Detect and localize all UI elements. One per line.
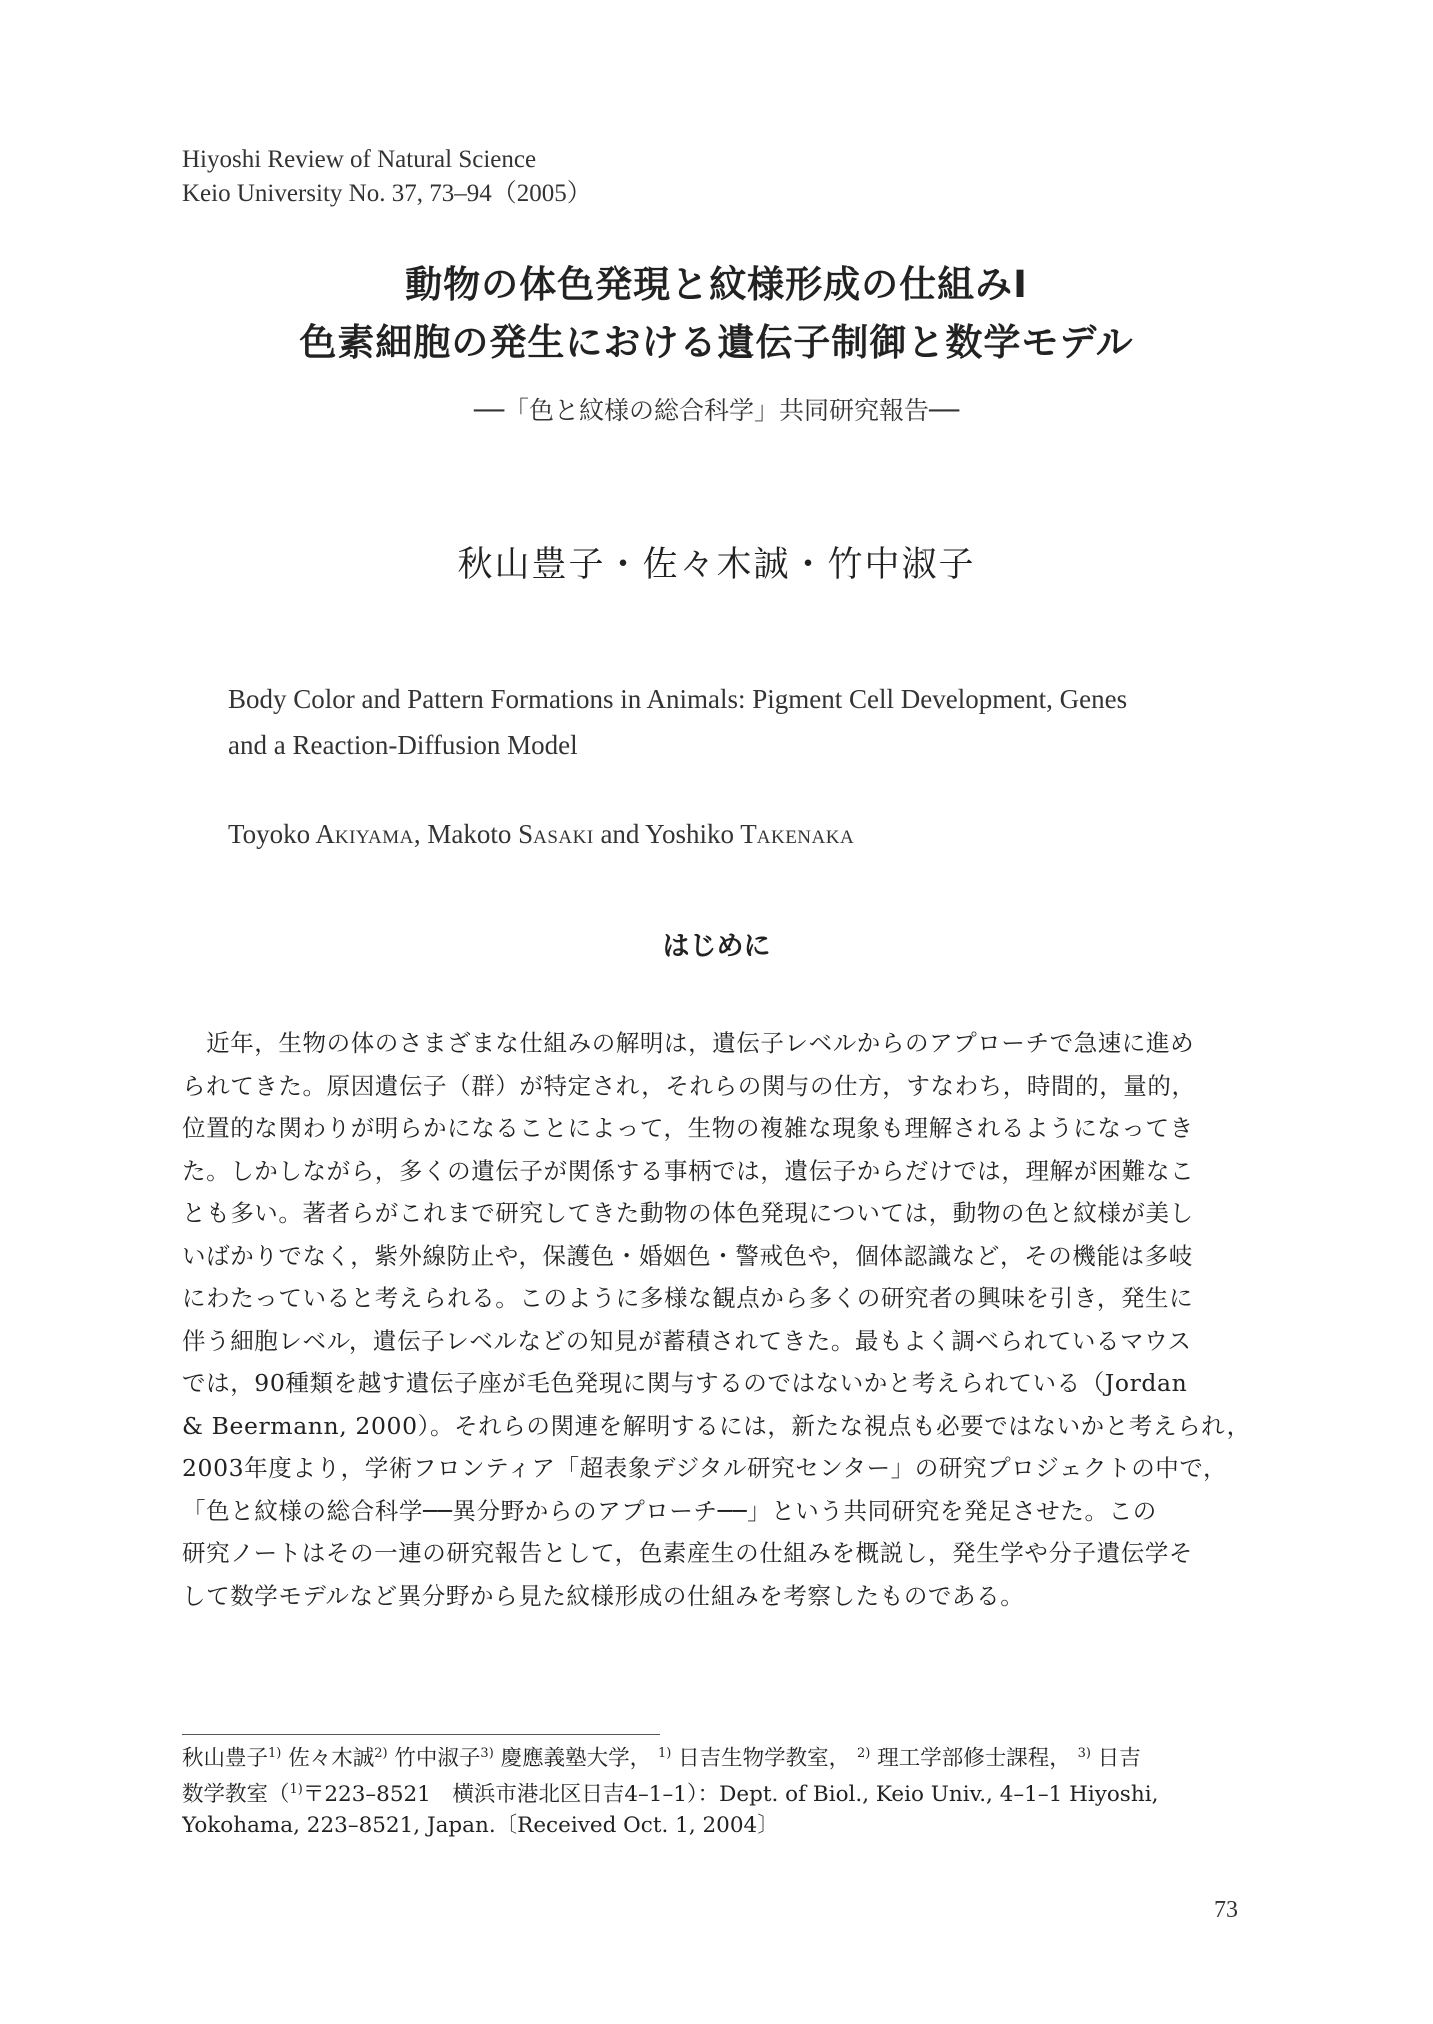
body-line: とも多い。著者らがこれまで研究してきた動物の体色発現については，動物の色と紋様が美し bbox=[182, 1199, 1194, 1227]
body-line: 2003年度より，学術フロンティア「超表象デジタル研究センター」の研究プロジェクトの中で， bbox=[182, 1454, 1228, 1482]
footnote-line-1 bbox=[182, 1736, 1262, 1772]
footnote-marker: 2) bbox=[374, 1746, 388, 1761]
english-authors bbox=[228, 816, 854, 856]
title-line-2: 色素細胞の発生における遺伝子制御と数学モデル bbox=[299, 321, 1134, 364]
footnote-author-2: 佐々木誠 bbox=[288, 1746, 375, 1772]
page-number: 73 bbox=[1214, 1897, 1238, 1923]
body-line: & Beermann, 2000）。それらの関連を解明するには，新たな視点も必要ではないかと考えられ， bbox=[182, 1411, 1251, 1440]
author-2-surname: ASAKI bbox=[533, 827, 594, 848]
footnote-marker: 1) bbox=[268, 1746, 282, 1761]
author-3-first: and Yoshiko T bbox=[593, 819, 757, 849]
footnote-address: 〒223–8521 横浜市港北区日吉4–1–1）：Dept. of Biol., Keio Univ., 4–1–1 Hiyoshi, bbox=[302, 1782, 1159, 1808]
footnote-marker: 1) bbox=[289, 1782, 303, 1797]
footnote-dept-3-cont: 数学教室（ bbox=[182, 1782, 290, 1808]
footnotes bbox=[182, 1736, 1262, 1844]
journal-name: Hiyoshi Review of Natural Science bbox=[182, 146, 537, 173]
english-title-line-2: and a Reaction-Diffusion Model bbox=[228, 730, 578, 760]
footnote-author-1: 秋山豊子 bbox=[182, 1746, 269, 1772]
footnote-affiliation: 慶應義塾大学， bbox=[500, 1746, 652, 1772]
body-line: 近年，生物の体のさまざまな仕組みの解明は，遺伝子レベルからのアプローチで急速に進め bbox=[182, 1029, 1195, 1057]
body-line: では，90種類を越す遺伝子座が毛色発現に関与するのではないかと考えられている（Jordan bbox=[182, 1369, 1188, 1397]
journal-info bbox=[182, 143, 592, 211]
footnote-marker: 3) bbox=[480, 1746, 494, 1761]
section-heading-introduction: はじめに bbox=[662, 931, 771, 962]
journal-volume: Keio University No. 37, 73–94（2005） bbox=[182, 180, 592, 207]
body-line: 「色と紋様の総合科学──異分野からのアプローチ──」という共同研究を発足させた。この bbox=[182, 1496, 1157, 1525]
footnote-dept-3: 日吉 bbox=[1097, 1746, 1141, 1772]
author-1-first: Toyoko A bbox=[228, 819, 335, 849]
footnote-marker: 3) bbox=[1077, 1746, 1091, 1761]
author-2-first: , Makoto S bbox=[413, 819, 534, 849]
footnote-line-3: Yokohama, 223–8521, Japan.〔Received Oct. 1, 2004〕 bbox=[182, 1813, 779, 1838]
english-title bbox=[228, 676, 1248, 768]
body-line: られてきた。原因遺伝子（群）が特定され，それらの関与の仕方，すなわち，時間的，量的， bbox=[182, 1071, 1196, 1100]
subtitle: ──「色と紋様の総合科学」共同研究報告── bbox=[473, 396, 960, 425]
author-3-surname: AKENAKA bbox=[756, 827, 855, 848]
body-line: いばかりでなく，紫外線防止や，保護色・婚姻色・警戒色や，個体認識など，その機能は多岐 bbox=[182, 1241, 1193, 1270]
english-title-line-1: Body Color and Pattern Formations in Animals: Pigment Cell Development, Genes bbox=[228, 684, 1128, 714]
body-text bbox=[182, 1022, 1262, 1617]
footnote-marker: 1) bbox=[657, 1746, 672, 1761]
footnote-author-3: 竹中淑子 bbox=[394, 1746, 481, 1772]
body-line: 伴う細胞レベル，遺伝子レベルなどの知見が蓄積されてきた。最もよく調べられているマウス bbox=[182, 1326, 1192, 1355]
footnote-dept-2: 理工学部修士課程， bbox=[877, 1746, 1071, 1772]
footnote-dept-1: 日吉生物学教室， bbox=[678, 1746, 851, 1772]
body-line: して数学モデルなど異分野から見た紋様形成の仕組みを考察したものである。 bbox=[182, 1581, 1025, 1610]
author-1-surname: KIYAMA bbox=[334, 827, 414, 848]
body-line: 位置的な関わりが明らかになることによって，生物の複雑な現象も理解されるようになってき bbox=[182, 1114, 1194, 1142]
title-block bbox=[0, 256, 1433, 428]
footnote-marker: 2) bbox=[857, 1746, 871, 1761]
body-line: 研究ノートはその一連の研究報告として，色素産生の仕組みを概説し，発生学や分子遺伝学そ bbox=[182, 1539, 1194, 1567]
body-line: にわたっていると考えられる。このように多様な観点から多くの研究者の興味を引き，発生に bbox=[182, 1284, 1194, 1312]
footnote-divider bbox=[182, 1734, 660, 1735]
footnote-line-2 bbox=[182, 1772, 1262, 1808]
title-line-1: 動物の体色発現と紋様形成の仕組みⅠ bbox=[405, 263, 1028, 306]
body-line: た。しかしながら，多くの遺伝子が関係する事柄では，遺伝子からだけでは，理解が困難なこ bbox=[182, 1156, 1195, 1185]
authors-japanese: 秋山豊子・佐々木誠・竹中淑子 bbox=[457, 545, 976, 585]
